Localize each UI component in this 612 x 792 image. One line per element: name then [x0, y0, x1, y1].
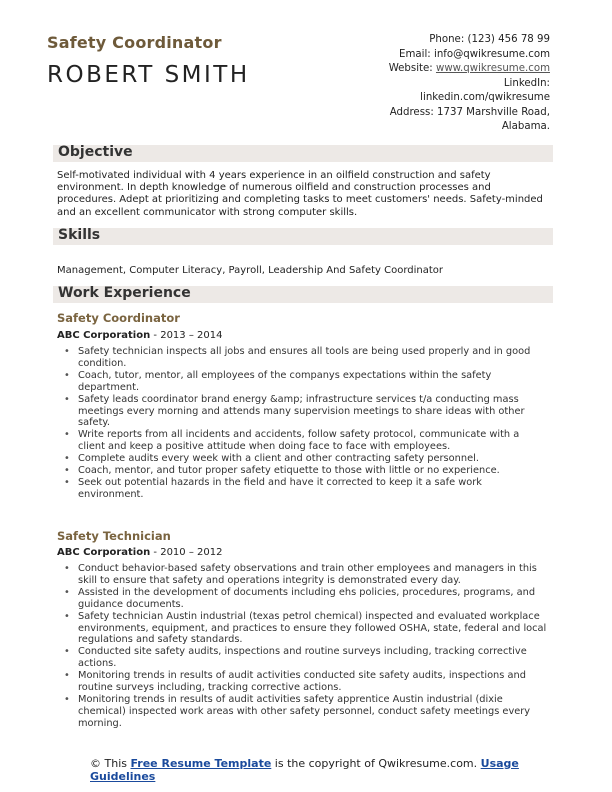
- job-company-1: ABC Corporation - 2013 – 2014: [57, 330, 223, 341]
- list-item: • Coach, tutor, mentor, all employees of the companys expectations within the safety department.: [57, 370, 549, 394]
- objective-text: Self-motivated individual with 4 years experience in an oilfield construction and safety environment. In depth knowledge of numerous oilfield and construction processes and procedures. Adept at prioritizing and completing tasks to meet customers' needs. Safety-minded and an excellent communicator with strong computer skills.: [57, 170, 543, 218]
- list-item: • Seek out potential hazards in the field and have it corrected to keep it a safe work environment.: [57, 477, 549, 501]
- list-item: • Monitoring trends in results of audit activities safety apprentice Austin industrial (dixie chemical) inspected work areas with other safety personnel, conduct safety meetings every morning.: [57, 694, 549, 730]
- list-item: • Conducted site safety audits, inspections and routine surveys including, tracking corrective actions.: [57, 646, 549, 670]
- job-title: Safety Coordinator: [47, 33, 222, 52]
- list-item: • Assisted in the development of documents including ehs policies, procedures, programs, and guidance documents.: [57, 587, 549, 611]
- resume-header: [0, 0, 612, 140]
- list-item: • Conduct behavior-based safety observations and train other employees and managers in this skill to ensure that safety and operations integrity is demonstrated every day.: [57, 563, 549, 587]
- skills-text: Management, Computer Literacy, Payroll, Leadership And Safety Coordinator: [57, 265, 444, 276]
- job-title-1: Safety Coordinator: [57, 311, 180, 325]
- copyright-footer: © This Free Resume Template is the copyright of Qwikresume.com. Usage Guidelines: [90, 757, 519, 783]
- objective-heading: Objective: [58, 144, 133, 160]
- website-link[interactable]: www.qwikresume.com: [435, 63, 550, 74]
- list-item: • Complete audits every week with a client and other contracting safety personnel.: [57, 453, 549, 465]
- usage-guidelines-link[interactable]: Usage Guidelines: [90, 757, 519, 783]
- contact-linkedin: linkedin.com/qwikresume: [420, 92, 550, 103]
- list-item: • Write reports from all incidents and accidents, follow safety protocol, communicate with a client and keep a positive attitude when doing face to face with employees.: [57, 429, 549, 453]
- contact-address: Address: 1737 Marshville Road,: [389, 106, 550, 118]
- job-title-2: Safety Technician: [57, 529, 171, 543]
- candidate-name: ROBERT SMITH: [47, 62, 250, 88]
- objective-section-bar: [53, 145, 553, 162]
- contact-linkedin-label: LinkedIn:: [503, 77, 550, 89]
- job-company-2: ABC Corporation - 2010 – 2012: [57, 547, 223, 558]
- experience-section-bar: [53, 286, 553, 303]
- experience-heading: Work Experience: [58, 285, 191, 301]
- skills-section-bar: [53, 228, 553, 245]
- contact-website: Website: www.qwikresume.com: [388, 63, 550, 74]
- contact-address-line2: Alabama.: [501, 121, 550, 132]
- list-item: • Safety technician Austin industrial (texas petrol chemical) inspected and evaluated workplace environments, equipment, and practices to ensure they followed OSHA, state, federal and local regulations and safety standards.: [57, 611, 549, 647]
- job-bullets-1: [57, 346, 549, 501]
- contact-phone: Phone: (123) 456 78 99: [429, 34, 550, 45]
- skills-heading: Skills: [58, 227, 101, 243]
- list-item: • Coach, mentor, and tutor proper safety etiquette to those with little or no experience.: [57, 465, 549, 477]
- job-bullets-2: [57, 563, 549, 730]
- list-item: • Safety leads coordinator brand energy &amp; infrastructure services t/a conducting mass meetings every morning and attends many supervision meetings to share ideas with other safety.: [57, 394, 549, 430]
- contact-block: [389, 33, 550, 135]
- list-item: • Monitoring trends in results of audit activities conducted site safety audits, inspections and routine surveys including, tracking corrective actions.: [57, 670, 549, 694]
- free-resume-template-link[interactable]: Free Resume Template: [130, 757, 272, 770]
- contact-email: Email: info@qwikresume.com: [399, 48, 550, 60]
- list-item: • Safety technician inspects all jobs and ensures all tools are being used properly and in good condition.: [57, 346, 549, 370]
